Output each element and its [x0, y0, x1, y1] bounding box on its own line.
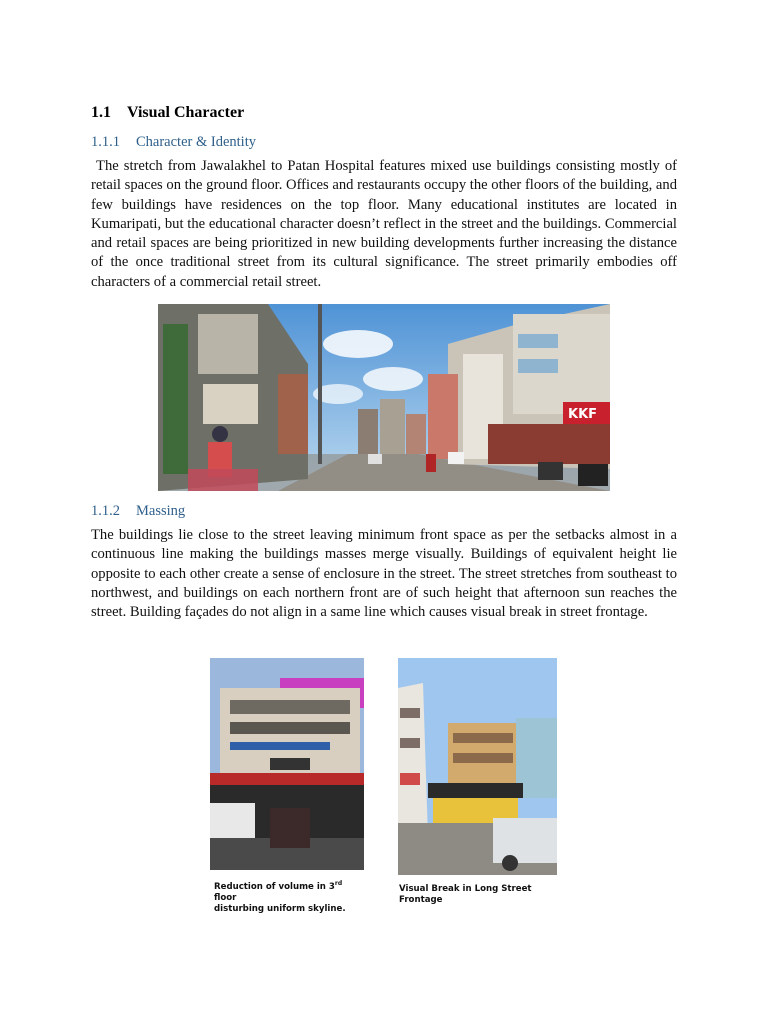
caption-right: Visual Break in Long Street Frontage — [399, 884, 532, 905]
section-number: 1.1 — [91, 104, 111, 121]
section-title: Visual Character — [127, 104, 245, 121]
massing-section — [91, 501, 677, 622]
kfc-sign-text: KKF — [568, 407, 598, 422]
caption-left-line1-post: floor — [214, 892, 237, 903]
subsection-heading-massing — [91, 501, 677, 521]
section-heading — [91, 102, 677, 124]
building-photo-right — [398, 658, 557, 875]
paragraph-character: The stretch from Jawalakhel to Patan Hospital features mixed use buildings consisting mostly of retail spaces on the ground floor. Offices and restaurants occupy the other floors of the building, and few buildings have residences on the top floor. Many educational institutes are located in Kumaripati, but the educational character doesn’t reflect in the street and the buildings. Commercial and retail spaces are being prioritized in new building developments further increasing the distance of the once traditional street from its cultural significance. The street primarily embodies off characters of a commercial retail street. — [91, 158, 681, 290]
caption-left-line1-pre: Reduction of volume in 3 — [214, 881, 335, 892]
caption-left — [214, 878, 364, 915]
subsection-title: Character & Identity — [136, 134, 256, 150]
document-page — [91, 102, 681, 292]
street-photo — [158, 304, 610, 491]
subsection-title: Massing — [136, 503, 186, 519]
caption-left-line2: disturbing uniform skyline. — [214, 903, 346, 914]
subsection-number: 1.1.2 — [91, 503, 120, 519]
caption-left-sup: rd — [334, 880, 343, 887]
subsection-heading-character — [91, 132, 677, 152]
building-photo-left — [210, 658, 364, 870]
paragraph-massing: The buildings lie close to the street leaving minimum front space as per the setbacks almost in a continuous line making the buildings masses merge visually. Buildings of equivalent height lie opposite to each other create a sense of enclosure in the street. The street stretches from southeast to northwest, and buildings on each northern front are of such height that afternoon sun reaches the street. Building façades do not align in a same line which causes visual break in street frontage. — [91, 527, 677, 621]
subsection-number: 1.1.1 — [91, 134, 120, 150]
